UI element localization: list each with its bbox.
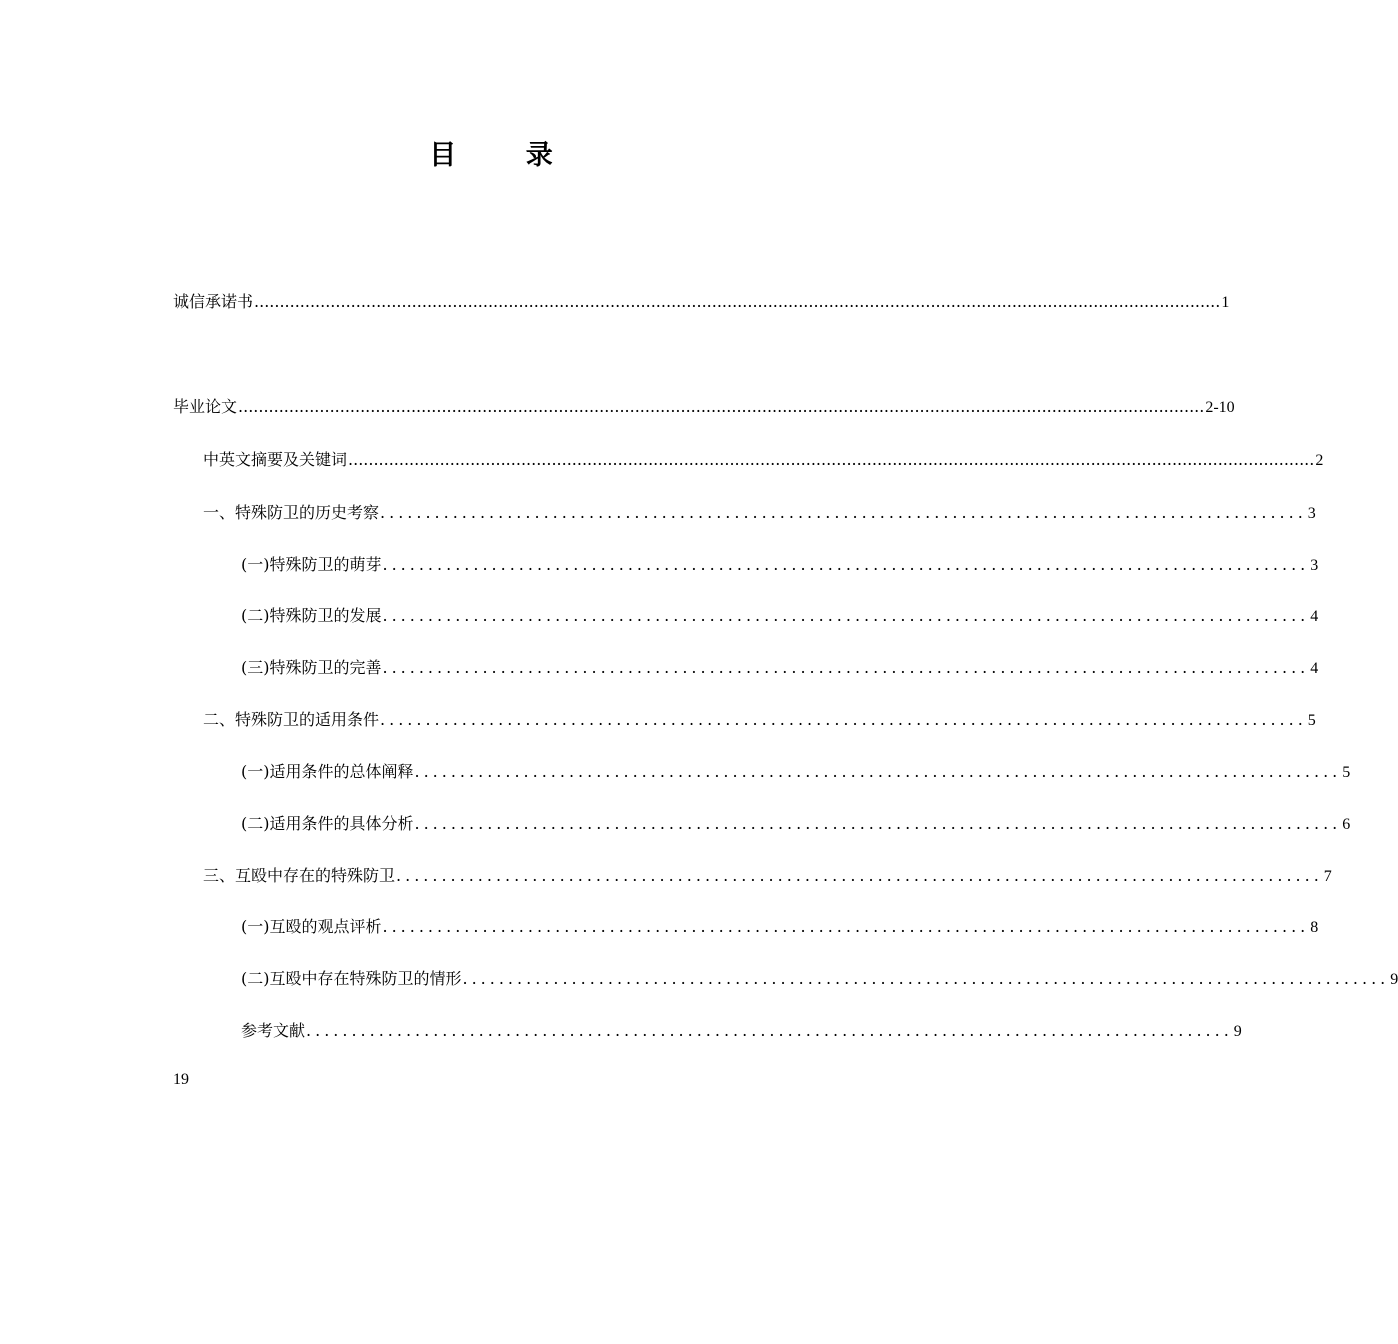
toc-entry-page: 2 — [1315, 452, 1324, 469]
toc-entry — [241, 605, 1319, 628]
toc-entry-text: 中英文摘要及关键词 — [203, 450, 348, 469]
toc-entry-text: 一、特殊防卫的历史考察 — [203, 503, 380, 522]
toc-entry — [241, 761, 1351, 784]
toc-leader-dots: ...................................................................................................... — [380, 710, 1307, 729]
toc-entry — [241, 813, 1351, 836]
toc-entry — [203, 865, 1332, 888]
toc-entry — [241, 916, 1319, 939]
toc-entry-page: 3 — [1307, 505, 1316, 522]
toc-leader-dots: ...................................................................................................... — [396, 866, 1323, 885]
toc-entry-text: 参考文献 — [241, 1021, 306, 1040]
toc-entry — [173, 291, 1230, 314]
toc-entry-page: 9 — [1390, 971, 1398, 988]
toc-entry — [203, 449, 1324, 472]
toc-entry-page: 3 — [1310, 557, 1319, 574]
toc-entry-page: 2-10 — [1205, 399, 1235, 416]
toc-entry-page: 4 — [1310, 660, 1319, 677]
toc-entry-text: (二)特殊防卫的发展 — [241, 606, 382, 625]
toc-entry-text: (一)适用条件的总体阐释 — [241, 762, 414, 781]
toc-entry-text: 三、互殴中存在的特殊防卫 — [203, 866, 396, 885]
toc-leader-dots: ...................................................................................................... — [306, 1021, 1233, 1040]
toc-leader-dots: ...................................................................................................... — [380, 503, 1307, 522]
toc-entry-page: 1 — [1221, 294, 1230, 311]
toc-leader-dots: ...................................................................................................... — [462, 969, 1390, 988]
toc-entry — [173, 396, 1235, 419]
toc-entry-text: 二、特殊防卫的适用条件 — [203, 710, 380, 729]
toc-title: 目 录 — [429, 140, 583, 171]
page-number: 19 — [173, 1071, 189, 1088]
toc-leader-dots: ...................................................................................................... — [382, 606, 1310, 625]
toc-entry-text: (二)适用条件的具体分析 — [241, 814, 414, 833]
toc-entry-text: (一)特殊防卫的萌芽 — [241, 555, 382, 574]
toc-entry-page: 4 — [1310, 608, 1319, 625]
toc-entry-text: 毕业论文 — [173, 397, 238, 416]
toc-leader-dots: ...................................................................................................... — [382, 555, 1310, 574]
toc-entry — [241, 968, 1398, 991]
toc-leader-dots: .............................................................................................................................................................................................. — [254, 292, 1221, 311]
toc-entry-text: (三)特殊防卫的完善 — [241, 658, 382, 677]
toc-entry-page: 8 — [1310, 919, 1319, 936]
toc-entry — [203, 502, 1316, 525]
toc-entry-text: (一)互殴的观点评析 — [241, 917, 382, 936]
toc-entry-page: 5 — [1342, 764, 1351, 781]
toc-entry — [241, 657, 1319, 680]
toc-entry — [241, 554, 1319, 577]
toc-leader-dots: .............................................................................................................................................................................................. — [238, 397, 1205, 416]
toc-leader-dots: ...................................................................................................... — [382, 658, 1310, 677]
toc-entry-page: 7 — [1323, 868, 1332, 885]
toc-entry-text: (二)互殴中存在特殊防卫的情形 — [241, 969, 462, 988]
toc-leader-dots: ...................................................................................................... — [414, 814, 1342, 833]
toc-entry-text: 诚信承诺书 — [173, 292, 254, 311]
toc-entry-page: 5 — [1307, 712, 1316, 729]
toc-entry-page: 9 — [1233, 1023, 1242, 1040]
toc-entry — [203, 709, 1316, 732]
toc-leader-dots: ...................................................................................................... — [382, 917, 1310, 936]
toc-entry-page: 6 — [1342, 816, 1351, 833]
toc-leader-dots: ...................................................................................................... — [414, 762, 1342, 781]
toc-entry — [241, 1020, 1242, 1043]
toc-leader-dots: .............................................................................................................................................................................................. — [348, 450, 1315, 469]
